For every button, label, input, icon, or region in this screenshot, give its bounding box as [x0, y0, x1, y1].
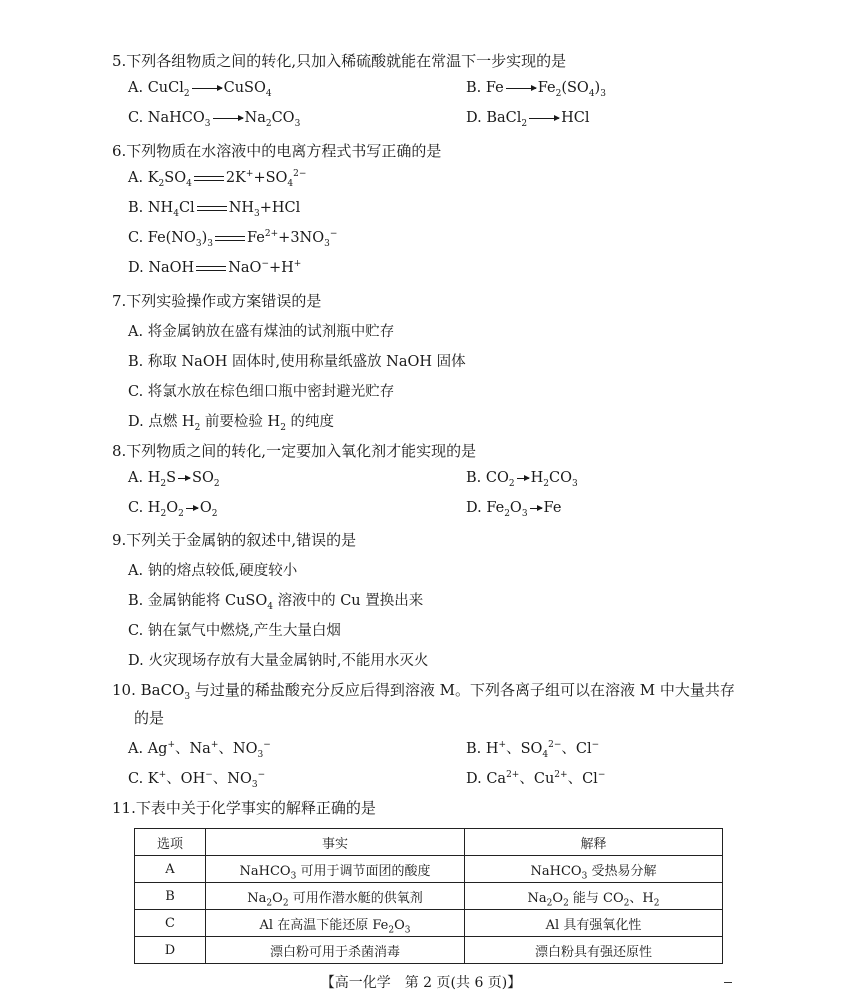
- question-10-option-d: D. $Ca^{2+}$、$Cu^{2+}$、Cl−: [466, 770, 606, 787]
- corner-dash-mark: [724, 982, 732, 983]
- question-7-option-d: D. 点燃 $H_2$ 前要检验 $H_2$ 的纯度: [128, 414, 335, 433]
- table-cell-option: D: [135, 937, 206, 964]
- table-header-reason: 解释: [465, 829, 723, 856]
- equals-sign-icon: [197, 206, 227, 211]
- question-6-option-a: A. $K_2SO_4$ $2K^++SO_4^{2-}$: [128, 169, 307, 189]
- reaction-arrow-icon: [186, 508, 198, 509]
- reaction-arrow-icon: [529, 118, 559, 119]
- table-header-fact: 事实: [206, 829, 465, 856]
- reaction-arrow-icon: [178, 478, 190, 479]
- question-7-option-a: A. 将金属钠放在盛有煤油的试剂瓶中贮存: [128, 324, 395, 340]
- table-cell-reason: NaHCO$_3$ 受热易分解: [465, 856, 723, 883]
- question-5-option-a: A. CuCl$_2$ CuSO$_4$: [128, 80, 272, 99]
- question-7-stem: 7.下列实验操作或方案错误的是: [112, 292, 322, 310]
- question-8-option-d: D. $Fe_2O_3$ Fe: [466, 500, 562, 519]
- table-cell-reason: Al 具有强氧化性: [465, 910, 723, 937]
- question-5-option-c: C. NaHCO$_3$ $Na_2CO_3$: [128, 110, 301, 129]
- table-header-row: [135, 829, 723, 856]
- table-cell-reason: $Na_2O_2$ 能与 $CO_2$、$H_2$: [465, 883, 723, 910]
- question-5-option-b: B. Fe $Fe_2(SO_4)_3$: [466, 80, 606, 99]
- question-7-option-b: B. 称取 NaOH 固体时,使用称量纸盛放 NaOH 固体: [128, 354, 466, 370]
- table-header-option: 选项: [135, 829, 206, 856]
- question-8-option-c: C. $H_2O_2$ $O_2$: [128, 500, 218, 519]
- question-10-option-c: C. K+、OH−、$NO_3^-$: [128, 770, 266, 790]
- question-11-stem: 11.下表中关于化学事实的解释正确的是: [112, 799, 376, 817]
- equals-sign-icon: [194, 176, 224, 181]
- question-6-option-b: B. $NH_4Cl$ $NH_3+HCl$: [128, 200, 301, 219]
- question-6-option-c: C. $Fe(NO_3)_3$ $Fe^{2+}+3NO_3^-$: [128, 229, 338, 249]
- page-footer: 【高一化学 第 2 页(共 6 页)】: [320, 975, 522, 991]
- equals-sign-icon: [196, 266, 226, 271]
- table-row: [135, 910, 723, 937]
- table-cell-fact: 漂白粉可用于杀菌消毒: [206, 937, 465, 964]
- question-8-option-b: B. $CO_2$ $H_2CO_3$: [466, 470, 578, 489]
- table-cell-reason: 漂白粉具有强还原性: [465, 937, 723, 964]
- question-8-option-a: A. $H_2S$ $SO_2$: [128, 470, 220, 489]
- question-10-option-b: B. H+、$SO_4^{2-}$、Cl−: [466, 740, 600, 760]
- question-9-stem: 9.下列关于金属钠的叙述中,错误的是: [112, 531, 357, 549]
- reaction-arrow-icon: [506, 88, 536, 89]
- reaction-arrow-icon: [530, 508, 542, 509]
- table-cell-option: C: [135, 910, 206, 937]
- table-cell-fact: Al 在高温下能还原 $Fe_2O_3$: [206, 910, 465, 937]
- table-cell-option: B: [135, 883, 206, 910]
- table-cell-fact: $Na_2O_2$ 可用作潜水艇的供氧剂: [206, 883, 465, 910]
- question-6-stem: 6.下列物质在水溶液中的电离方程式书写正确的是: [112, 142, 442, 160]
- table-cell-option: A: [135, 856, 206, 883]
- question-6-option-d: D. NaOH NaO−+H+: [128, 259, 302, 276]
- table-row: [135, 856, 723, 883]
- table-row: [135, 883, 723, 910]
- equals-sign-icon: [215, 236, 245, 241]
- question-10-stem: 10. BaCO$_3$ 与过量的稀盐酸充分反应后得到溶液 M。下列各离子组可以在溶液 M 中大量共存: [112, 681, 735, 702]
- question-9-option-a: A. 钠的熔点较低,硬度较小: [128, 563, 298, 579]
- reaction-arrow-icon: [192, 88, 222, 89]
- reaction-arrow-icon: [517, 478, 529, 479]
- question-9-option-c: C. 钠在氯气中燃烧,产生大量白烟: [128, 623, 341, 639]
- question-10-option-a: A. Ag+、Na+、$NO_3^-$: [128, 740, 271, 760]
- reaction-arrow-icon: [213, 118, 243, 119]
- table-cell-fact: NaHCO$_3$ 可用于调节面团的酸度: [206, 856, 465, 883]
- facts-table: [134, 828, 723, 964]
- question-5-option-d: D. BaCl$_2$ HCl: [466, 110, 590, 129]
- question-7-option-c: C. 将氯水放在棕色细口瓶中密封避光贮存: [128, 384, 395, 400]
- question-5-stem: 5.下列各组物质之间的转化,只加入稀硫酸就能在常温下一步实现的是: [112, 52, 567, 70]
- question-8-stem: 8.下列物质之间的转化,一定要加入氧化剂才能实现的是: [112, 442, 477, 460]
- question-9-option-d: D. 火灾现场存放有大量金属钠时,不能用水灭火: [128, 653, 429, 669]
- table-row: [135, 937, 723, 964]
- question-9-option-b: B. 金属钠能将 CuSO$_4$ 溶液中的 Cu 置换出来: [128, 593, 424, 612]
- question-10-stem-continued: 的是: [134, 709, 165, 727]
